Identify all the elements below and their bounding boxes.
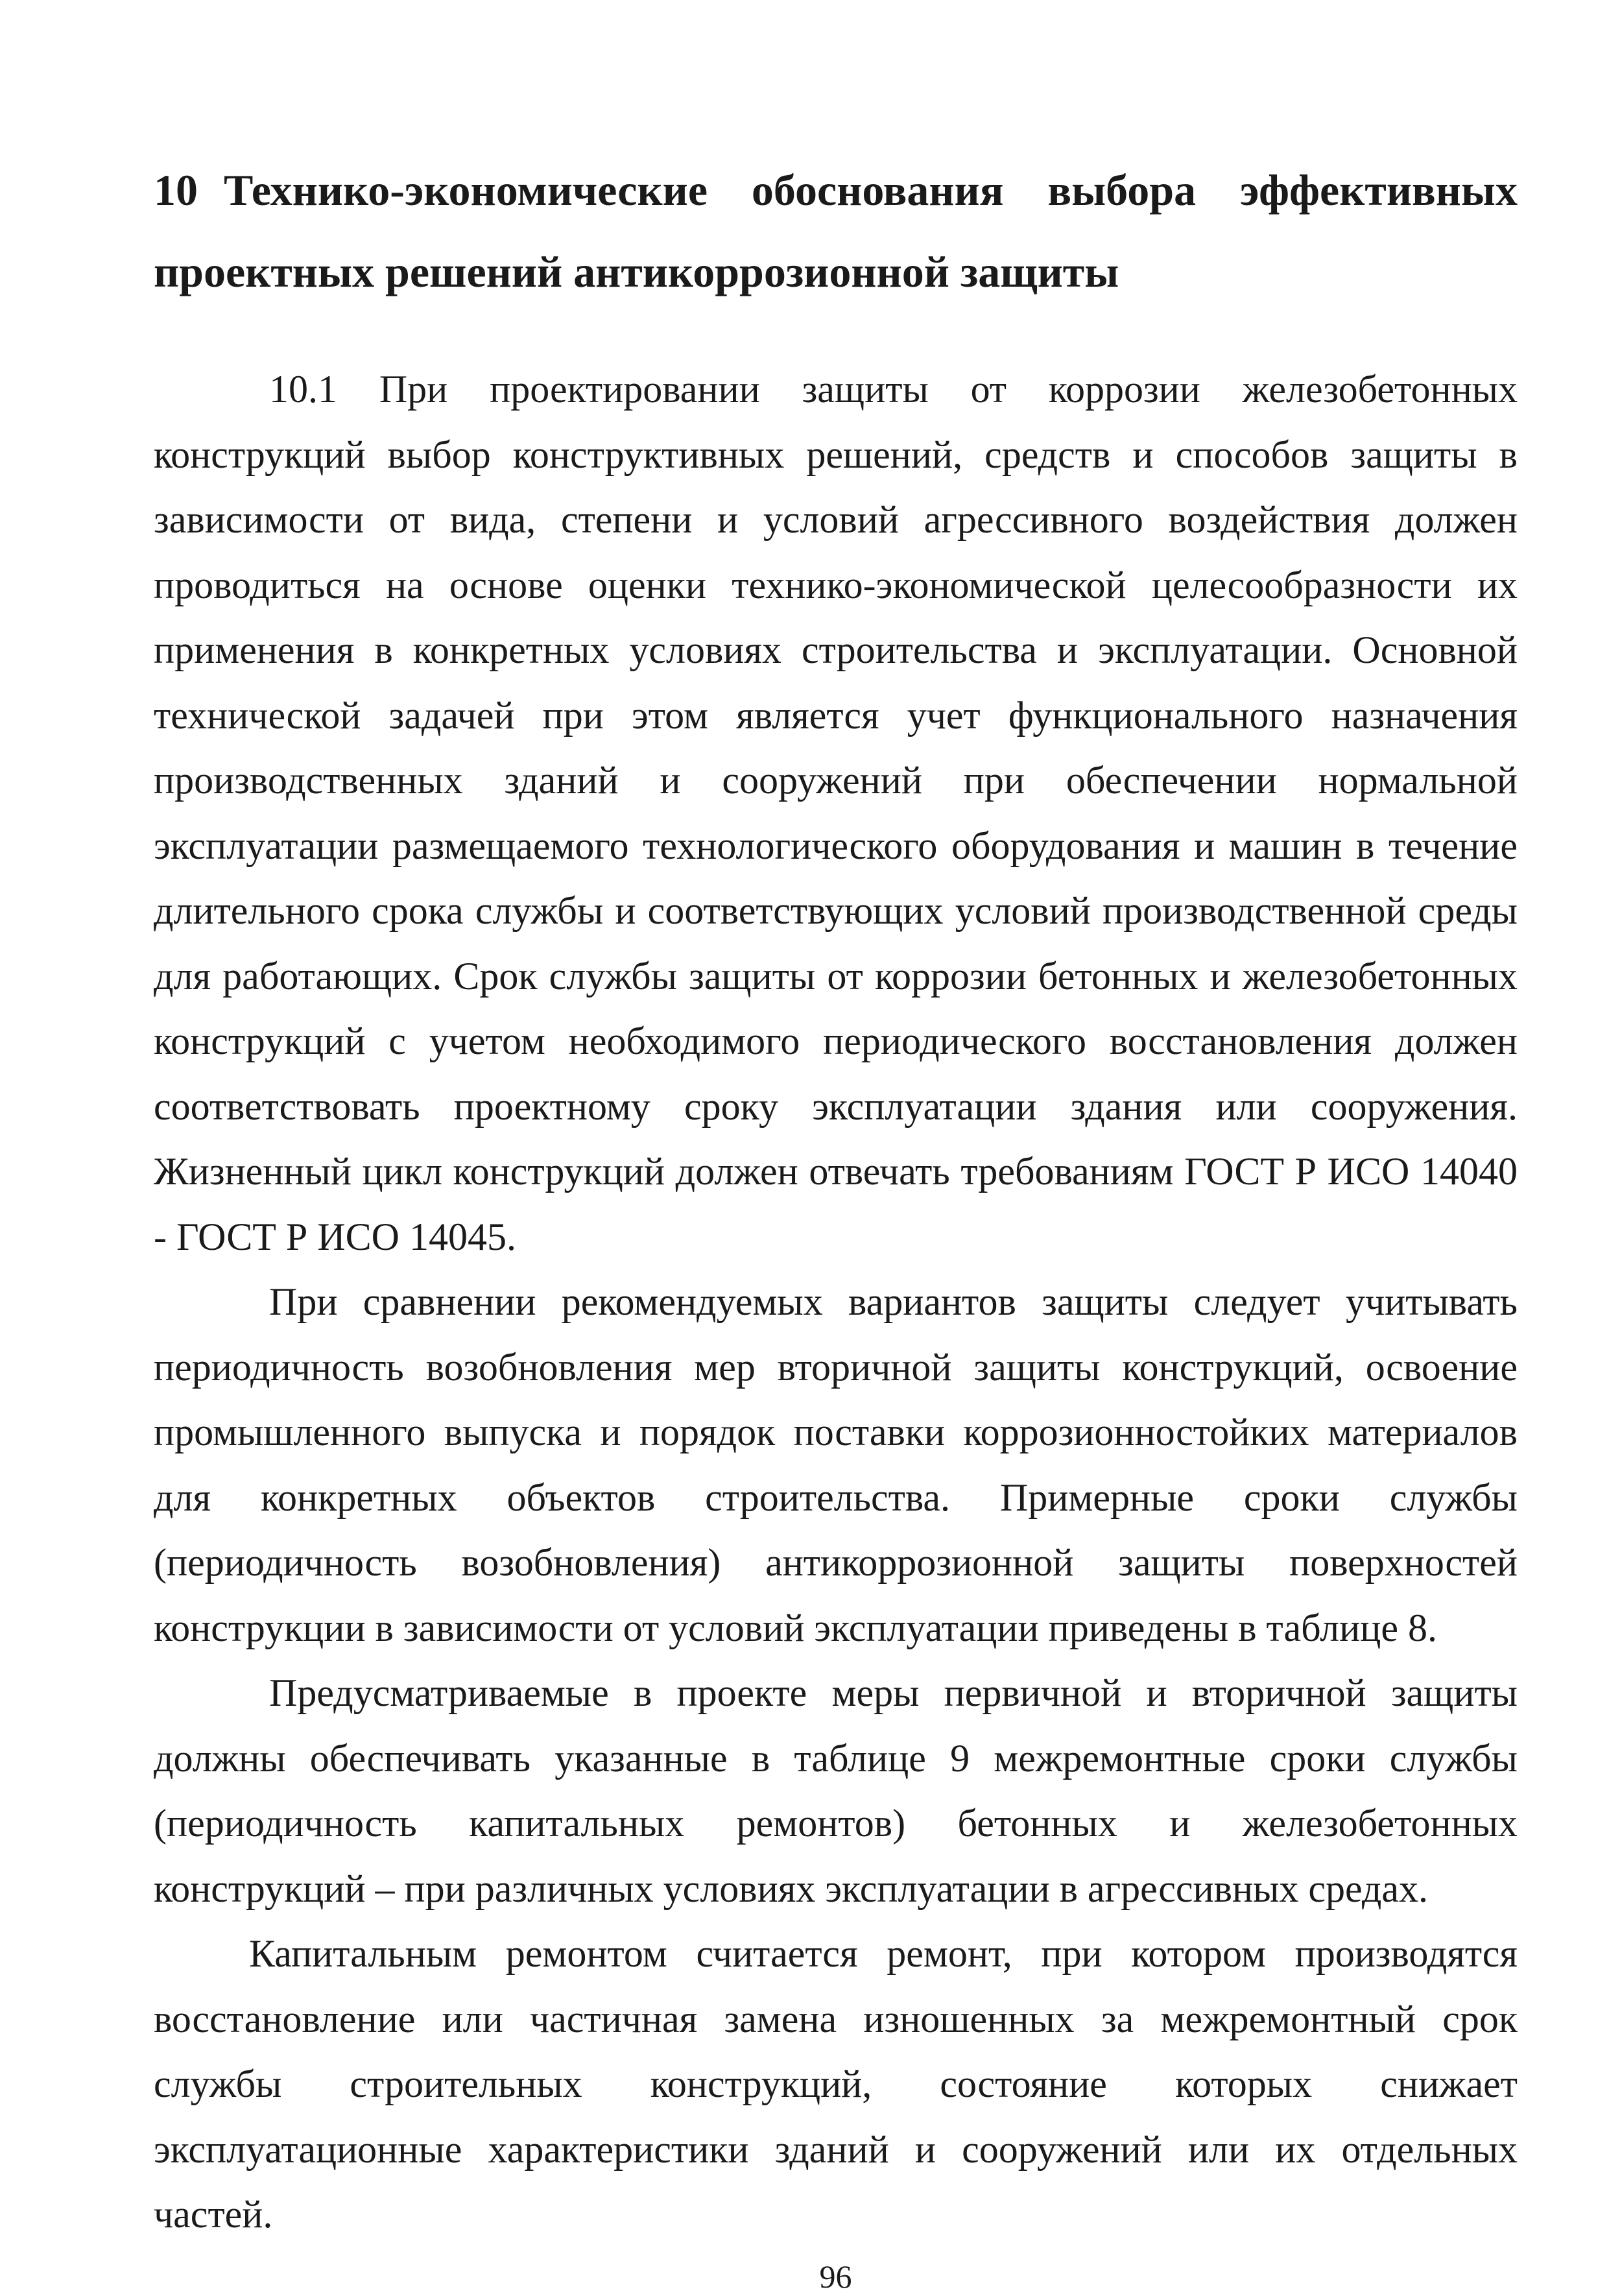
paragraph-10-1: 10.1 При проектировании защиты от коррозии железобетонных конструкций выбор конструктивных решений, средств и способов защиты в зависимости от вида, степени и условий агрессивного воздействия должен проводиться на основе оценки технико-экономической целесообразности их применения в конкретных условиях строительства и эксплуатации. Основной технической задачей при этом является учет функционального назначения производственных зданий и сооружений при обеспечении нормальной эксплуатации размещаемого технологического оборудования и машин в течение длительного срока службы и соответствующих условий производственной среды для работающих. Срок службы защиты от коррозии бетонных и железобетонных конструкций с учетом необходимого периодического восстановления должен соответствовать проектному сроку эксплуатации здания или сооружения. Жизненный цикл конструкций должен отвечать требованиям ГОСТ Р ИСО 14040 - ГОСТ Р ИСО 14045. xyxy=(154,368,1518,1258)
paragraph-capital-repair: Капитальным ремонтом считается ремонт, при котором производятся восстановление или частичная замена изношенных за межремонтный срок службы строительных конструкций, состояние которых снижает эксплуатационные характеристики зданий и сооружений или их отдельных частей. xyxy=(154,1932,1518,2236)
paragraph-comparison: При сравнении рекомендуемых вариантов защиты следует учитывать периодичность возобновления мер вторичной защиты конструкций, освоение промышленного выпуска и порядок поставки коррозионностойких материалов для конкретных объектов строительства. Примерные сроки службы (периодичность возобновления) антикоррозионной защиты поверхностей конструкции в зависимости от условий эксплуатации приведены в таблице 8. xyxy=(154,1280,1518,1649)
page-number: 96 xyxy=(819,2258,852,2295)
section-heading xyxy=(154,149,1518,313)
paragraph-protection-measures: Предусматриваемые в проекте меры первичной и вторичной защиты должны обеспечивать указанные в таблице 9 межремонтные сроки службы (периодичность капитальных ремонтов) бетонных и железобетонных конструкций – при различных условиях эксплуатации в агрессивных средах. xyxy=(154,1671,1518,1910)
section-number: 10 xyxy=(154,165,198,215)
section-title: Технико-экономические обоснования выбора эффективных проектных решений антикоррозионной защиты xyxy=(154,165,1518,296)
document-page xyxy=(154,149,1518,2295)
